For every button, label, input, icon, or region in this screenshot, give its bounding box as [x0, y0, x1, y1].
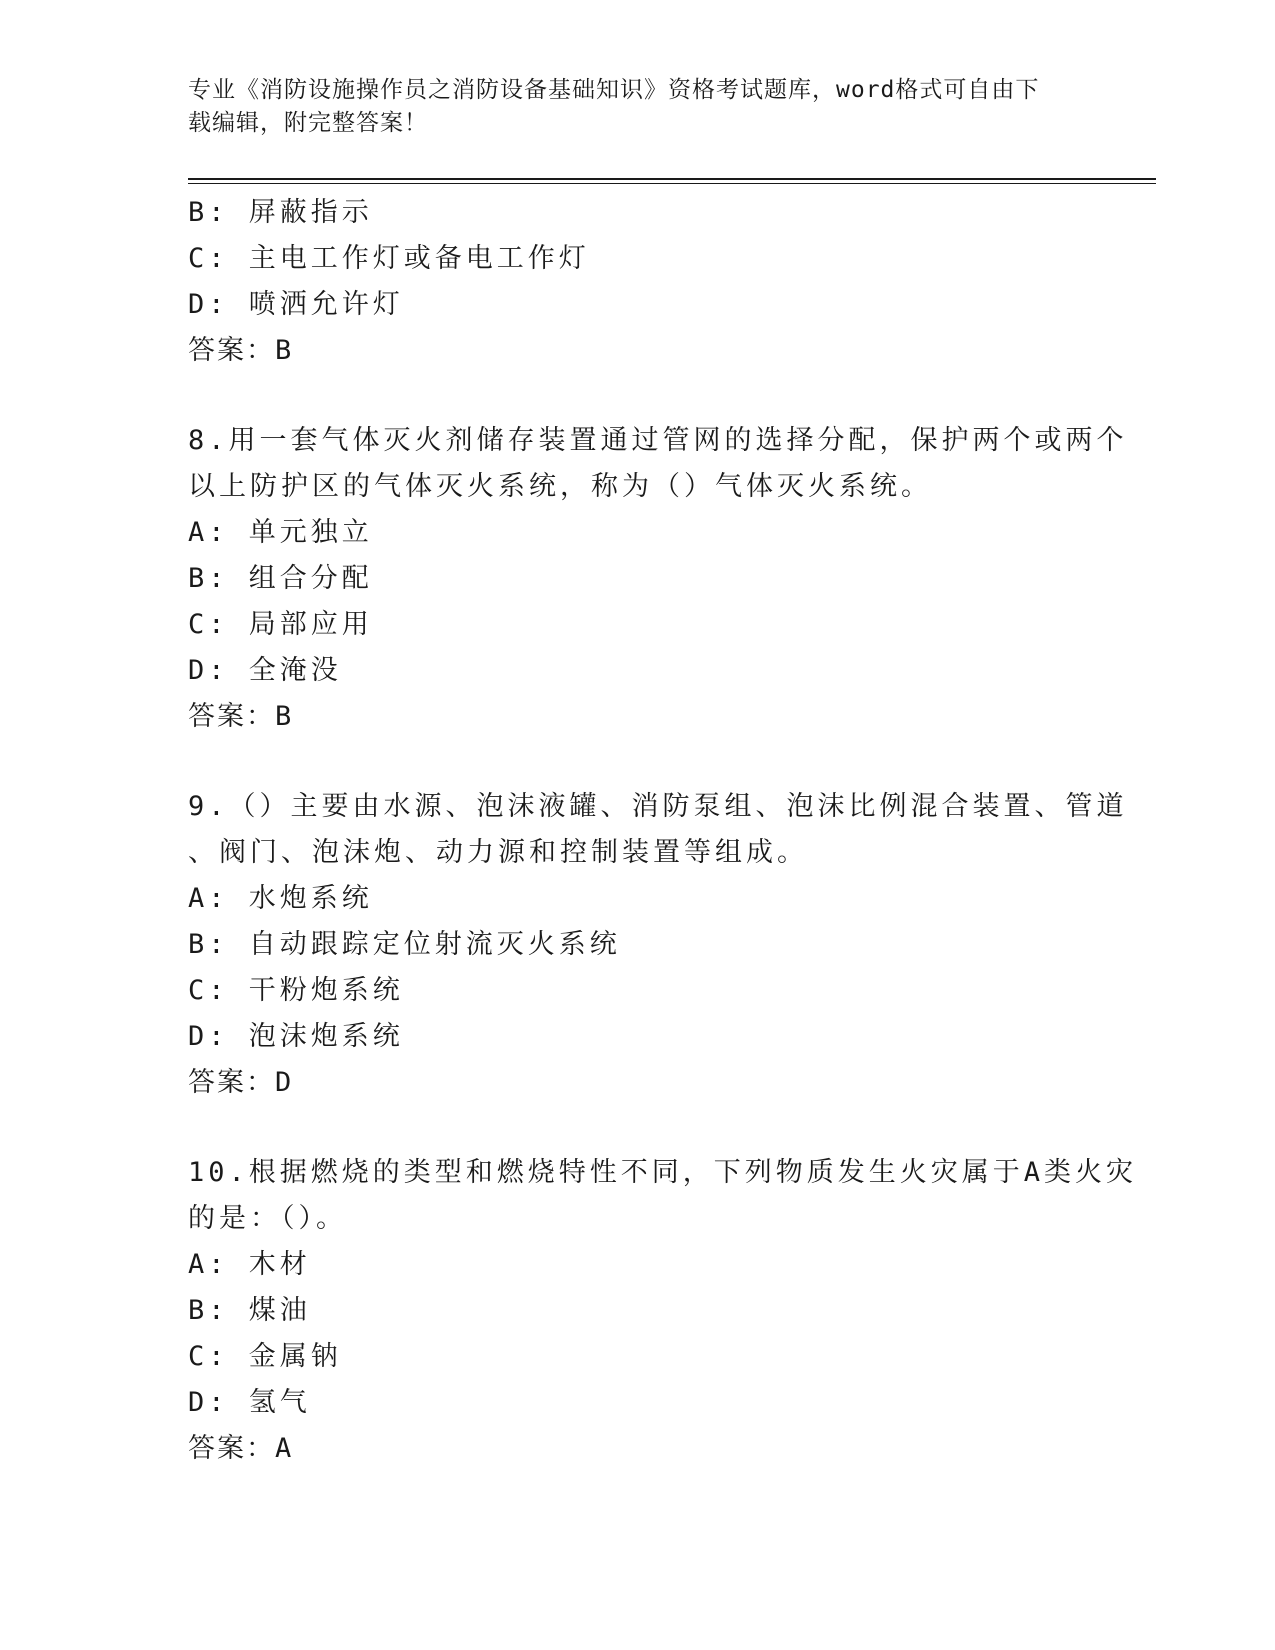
option-b: B: 组合分配: [188, 563, 373, 594]
question-stem-line-1: 9.（）主要由水源、泡沫液罐、消防泵组、泡沫比例混合装置、管道: [188, 791, 1128, 822]
answer-line: 答案：A: [188, 1433, 294, 1464]
option-d: D: 氢气: [188, 1387, 311, 1418]
spacer: [188, 1106, 1088, 1150]
option-a: A: 单元独立: [188, 517, 373, 548]
question-7-block: [188, 190, 1088, 374]
option-c: C: 干粉炮系统: [188, 975, 404, 1006]
header-line-2: 载编辑，附完整答案！: [188, 110, 428, 136]
header-divider-thick: [188, 178, 1156, 180]
question-9-block: [188, 784, 1128, 1106]
spacer: [188, 374, 1088, 418]
option-b: B: 屏蔽指示: [188, 197, 373, 228]
header-divider-thin: [188, 183, 1156, 184]
option-b: B: 煤油: [188, 1295, 311, 1326]
option-d: D: 泡沫炮系统: [188, 1021, 404, 1052]
question-10-block: [188, 1150, 1138, 1472]
question-stem-line-1: 10.根据燃烧的类型和燃烧特性不同，下列物质发生火灾属于A类火灾: [188, 1157, 1138, 1188]
question-stem-line-2: 、阀门、泡沫炮、动力源和控制装置等组成。: [188, 837, 808, 868]
question-list: [188, 190, 1138, 1472]
question-8-block: [188, 418, 1128, 740]
answer-line: 答案：B: [188, 335, 294, 366]
option-c: C: 主电工作灯或备电工作灯: [188, 243, 590, 274]
option-c: C: 金属钠: [188, 1341, 342, 1372]
option-b: B: 自动跟踪定位射流灭火系统: [188, 929, 621, 960]
option-a: A: 木材: [188, 1249, 311, 1280]
spacer: [188, 740, 1088, 784]
header-line-1: 专业《消防设施操作员之消防设备基础知识》资格考试题库，word格式可自由下: [188, 77, 1040, 103]
option-d: D: 喷洒允许灯: [188, 289, 404, 320]
question-stem-line-1: 8.用一套气体灭火剂储存装置通过管网的选择分配，保护两个或两个: [188, 425, 1128, 456]
question-stem-line-2: 以上防护区的气体灭火系统，称为（）气体灭火系统。: [188, 471, 932, 502]
document-header: [188, 74, 1088, 140]
answer-line: 答案：B: [188, 701, 294, 732]
option-c: C: 局部应用: [188, 609, 373, 640]
question-stem-line-2: 的是：（）。: [188, 1203, 347, 1234]
answer-line: 答案：D: [188, 1067, 294, 1098]
option-a: A: 水炮系统: [188, 883, 373, 914]
option-d: D: 全淹没: [188, 655, 342, 686]
